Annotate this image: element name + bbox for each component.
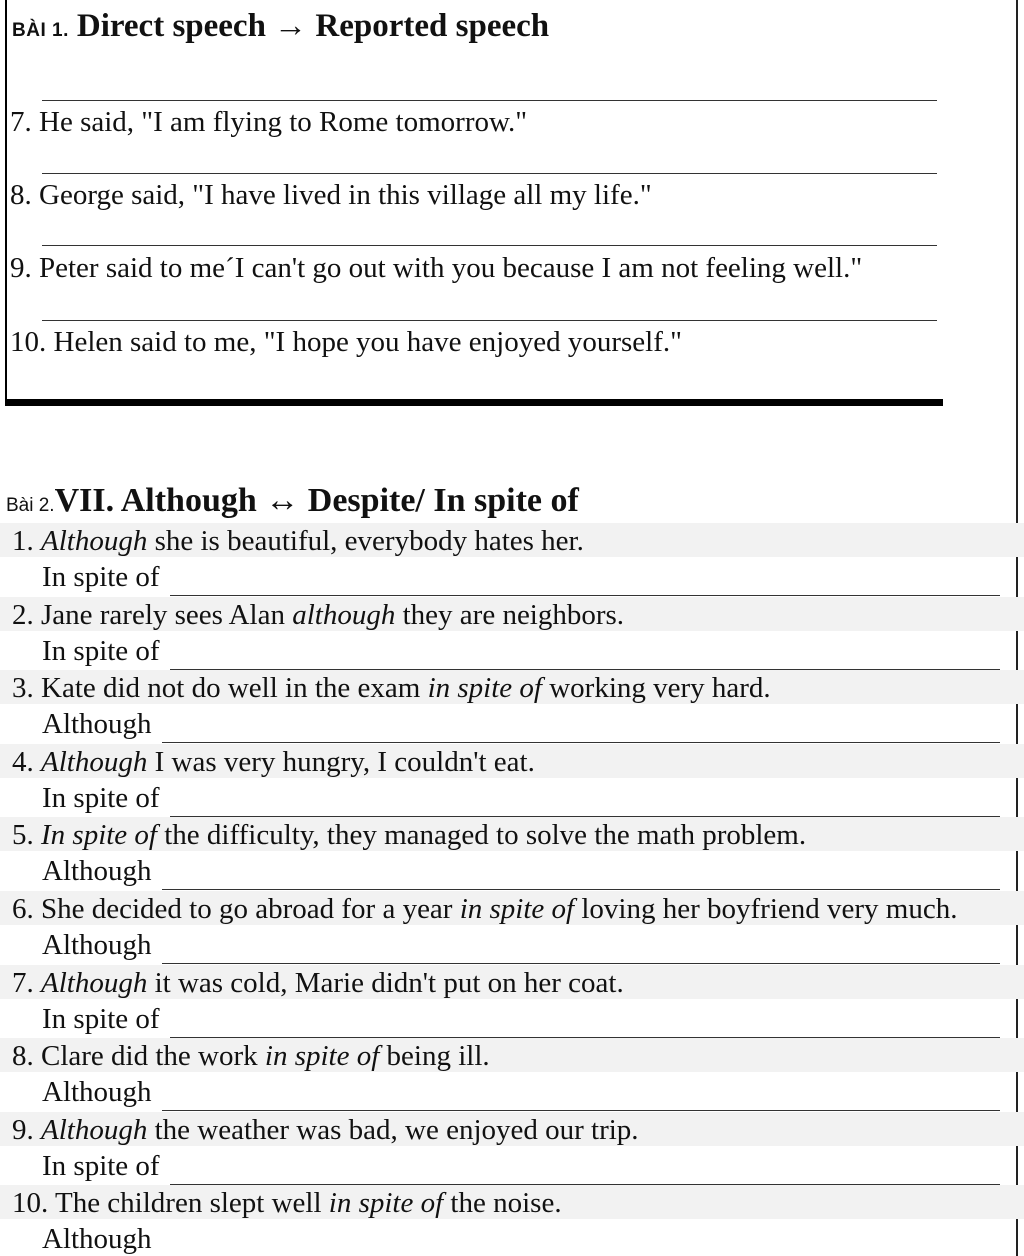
transform-question (12, 1114, 639, 1147)
question-text: 2. Jane rarely sees Alan (12, 598, 293, 631)
transform-question (12, 746, 535, 779)
question-text: 9. (12, 1113, 41, 1146)
question-text: loving her boyfriend very much. (574, 893, 958, 925)
question-text: 6. She decided to go abroad for a year (12, 893, 460, 925)
page-left-border (5, 0, 7, 405)
transform-question (12, 525, 584, 558)
answer-lead-in: In spite of (42, 1149, 160, 1182)
transform-question (12, 599, 624, 632)
answer-line[interactable] (42, 100, 937, 101)
question-text: 1. (12, 525, 41, 557)
transform-question (12, 1187, 562, 1220)
answer-line[interactable] (42, 173, 937, 174)
question-text: 8. Clare did the work (12, 1040, 265, 1073)
section2-title (6, 482, 579, 520)
answer-lead-in: In spite of (42, 1002, 160, 1035)
question-text: she is beautiful, everybody hates her. (147, 525, 584, 557)
transform-question (12, 819, 806, 852)
key-phrase: Although (41, 745, 148, 778)
section1-title (12, 8, 549, 45)
question-text: 10. The children slept well (12, 1187, 329, 1220)
section2-heading: VII. Although ↔ Despite/ In spite of (54, 482, 579, 519)
section2-tag: Bài 2. (6, 495, 55, 516)
question-text: they are neighbors. (395, 598, 625, 631)
answer-lead-in: Although (42, 708, 152, 741)
section1-tag: BÀI 1. (12, 20, 69, 41)
question-text: I was very hungry, I couldn't eat. (147, 745, 535, 778)
transform-question (12, 893, 957, 926)
answer-line[interactable] (42, 245, 937, 246)
question-text: the weather was bad, we enjoyed our trip. (147, 1113, 639, 1146)
question-text: 4. (12, 745, 41, 778)
question-text: working very hard. (541, 672, 771, 705)
answer-lead-in: In spite of (42, 781, 160, 814)
question-text: 7. (12, 966, 41, 999)
key-phrase: In spite of (41, 819, 157, 852)
key-phrase: although (292, 598, 396, 631)
answer-lead-in: Although (42, 1076, 152, 1109)
question-text: the difficulty, they managed to solve the math problem. (157, 819, 807, 852)
reported-speech-question: 9. Peter said to me´I can't go out with you because I am not feeling well." (10, 252, 863, 284)
key-phrase: Although (41, 525, 148, 557)
answer-lead-in: Although (42, 855, 152, 888)
reported-speech-question: 7. He said, "I am flying to Rome tomorrow." (10, 106, 528, 138)
key-phrase: in spite of (328, 1187, 444, 1220)
transform-question (12, 967, 624, 1000)
answer-lead-in: In spite of (42, 634, 160, 667)
transform-question (12, 672, 771, 705)
section-divider (5, 399, 943, 406)
question-text: 5. (12, 819, 41, 852)
question-text: being ill. (379, 1040, 490, 1073)
key-phrase: Although (41, 966, 148, 999)
key-phrase: in spite of (264, 1040, 380, 1073)
key-phrase: in spite of (427, 672, 542, 705)
reported-speech-question: 8. George said, "I have lived in this village all my life." (10, 179, 652, 211)
answer-line[interactable] (42, 320, 937, 321)
section1-heading: Direct speech → Reported speech (76, 8, 550, 44)
answer-lead-in: Although (42, 1223, 152, 1256)
question-text: the noise. (443, 1187, 562, 1220)
key-phrase: in spite of (459, 893, 575, 925)
question-text: 3. Kate did not do well in the exam (12, 672, 428, 705)
key-phrase: Although (41, 1113, 148, 1146)
question-text: it was cold, Marie didn't put on her coat. (147, 966, 624, 999)
answer-lead-in: Although (42, 929, 152, 961)
answer-lead-in: In spite of (42, 561, 160, 593)
transform-question (12, 1040, 490, 1073)
reported-speech-question: 10. Helen said to me, "I hope you have enjoyed yourself." (10, 326, 682, 358)
